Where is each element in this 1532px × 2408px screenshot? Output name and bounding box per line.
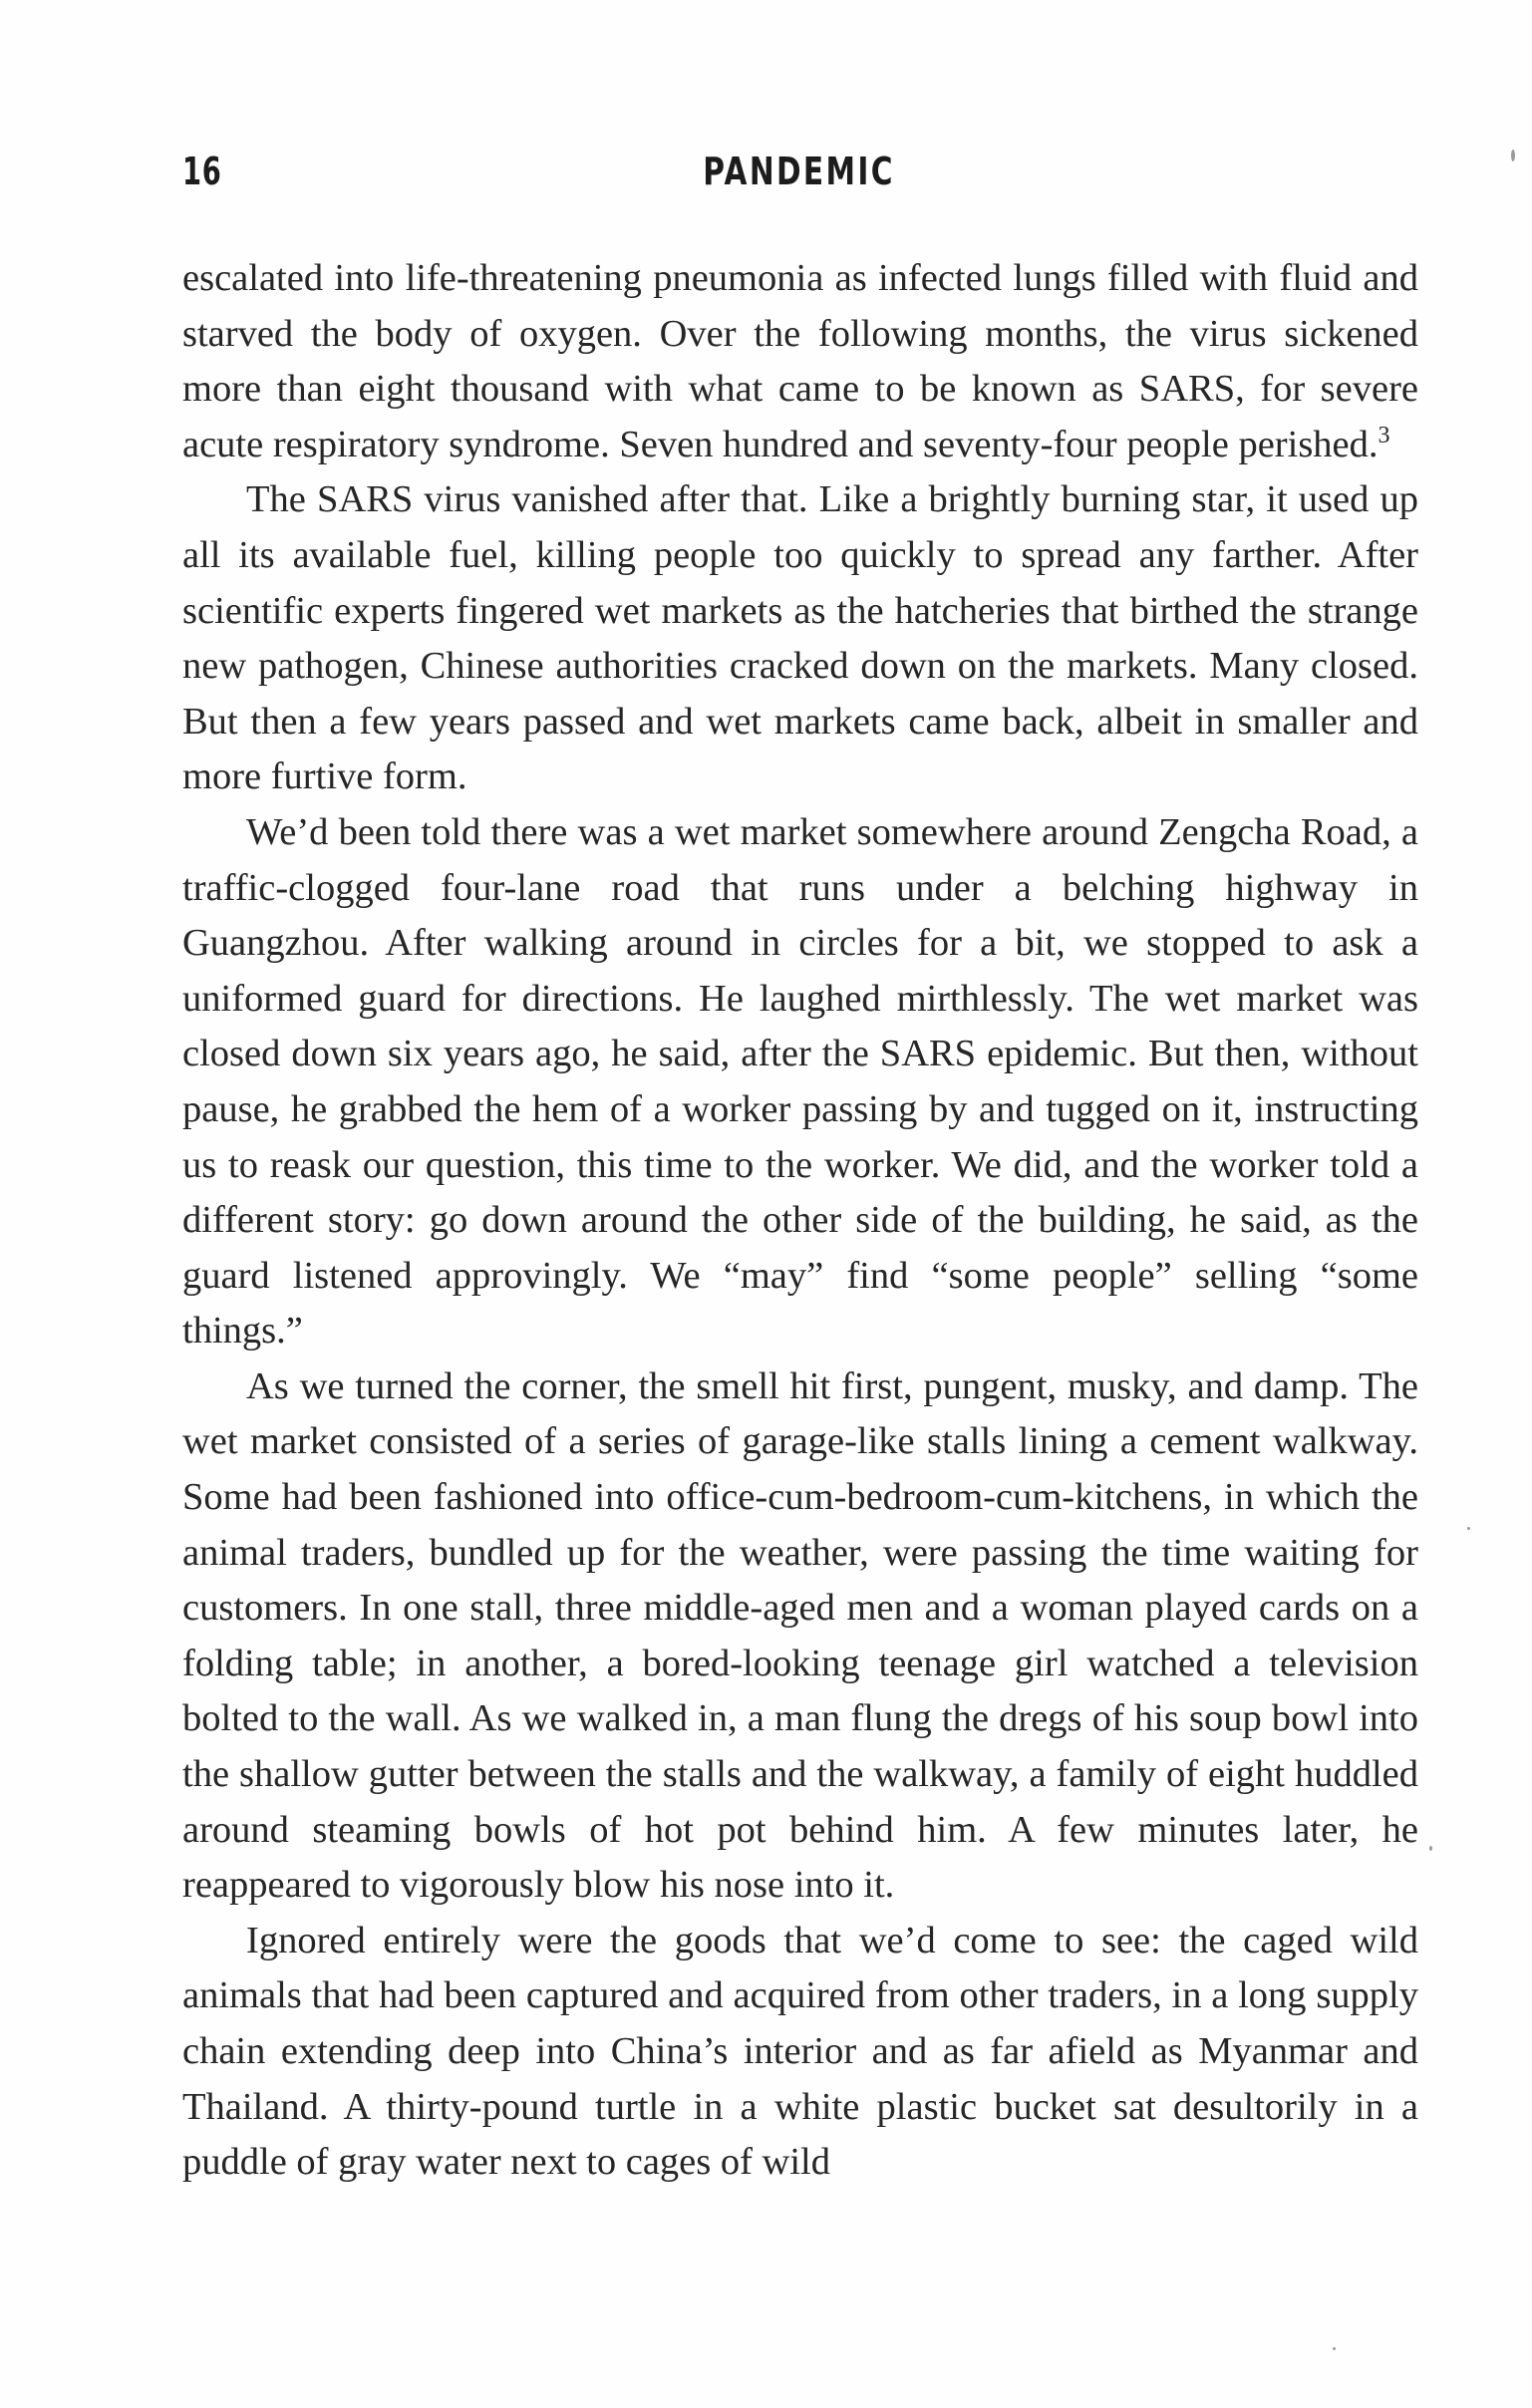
scan-speck	[1333, 2347, 1336, 2350]
book-title: PANDEMIC	[703, 150, 895, 193]
paragraph: As we turned the corner, the smell hit first, pungent, musky, and damp. The wet market consisted of a series of garage-like stalls lining a cement walkway. Some had been fashioned into office-cum-bedroom-cum-kitchens, in which the animal traders, bundled up for the weather, were passing the time waiting for customers. In one stall, three middle-aged men and a woman played cards on a folding table; in another, a bored-looking teenage girl watched a television bolted to the wall. As we walked in, a man flung the dregs of his soup bowl into the shallow gutter between the stalls and the walkway, a family of eight huddled around steaming bowls of hot pot behind him. A few minutes later, he reappeared to vigorously blow his nose into it.	[182, 1364, 1418, 1907]
page-number: 16	[182, 150, 222, 193]
scan-speck	[1511, 150, 1515, 161]
paragraph: Ignored entirely were the goods that we’d come to see: the caged wild animals that had been captured and acquired from other traders, in a long supply chain extending deep into China’s interior and as far afield as Myanmar and Thailand. A thirty-pound turtle in a white plastic bucket sat desultorily in a puddle of gray water next to cages of wild	[182, 1919, 1418, 2184]
footnote-marker: 3	[1378, 422, 1390, 449]
paragraph-text: escalated into life-threatening pneumonia as infected lungs filled with fluid and starved the body of oxygen. Over the following months, the virus sickened more than eight thousand with what came to be known as SARS, for severe acute respiratory syndrome. Seven hundred and seventy-four people perished.	[182, 257, 1418, 465]
running-head	[182, 150, 1415, 205]
paragraph: The SARS virus vanished after that. Like a brightly burning star, it used up all its available fuel, killing people too quickly to spread any farther. After scientific experts fingered wet markets as the hatcheries that birthed the strange new pathogen, Chinese authorities cracked down on the markets. Many closed. But then a few years passed and wet markets came back, albeit in smaller and more furtive form.	[182, 478, 1418, 798]
scan-speck	[1467, 1527, 1470, 1530]
body-text	[182, 251, 1418, 2191]
paragraph-continued	[182, 251, 1418, 472]
scan-speck	[1429, 1846, 1432, 1851]
paragraph: We’d been told there was a wet market somewhere around Zengcha Road, a traffic-clogged four-lane road that runs under a belching highway in Guangzhou. After walking around in circles for a bit, we stopped to ask a uniformed guard for directions. He laughed mirthlessly. The wet market was closed down six years ago, he said, after the SARS epidemic. But then, without pause, he grabbed the hem of a worker passing by and tugged on it, instructing us to reask our question, this time to the worker. We did, and the worker told a different story: go down around the other side of the building, he said, as the guard listened approvingly. We “may” find “some people” selling “some things.”	[182, 810, 1418, 1353]
